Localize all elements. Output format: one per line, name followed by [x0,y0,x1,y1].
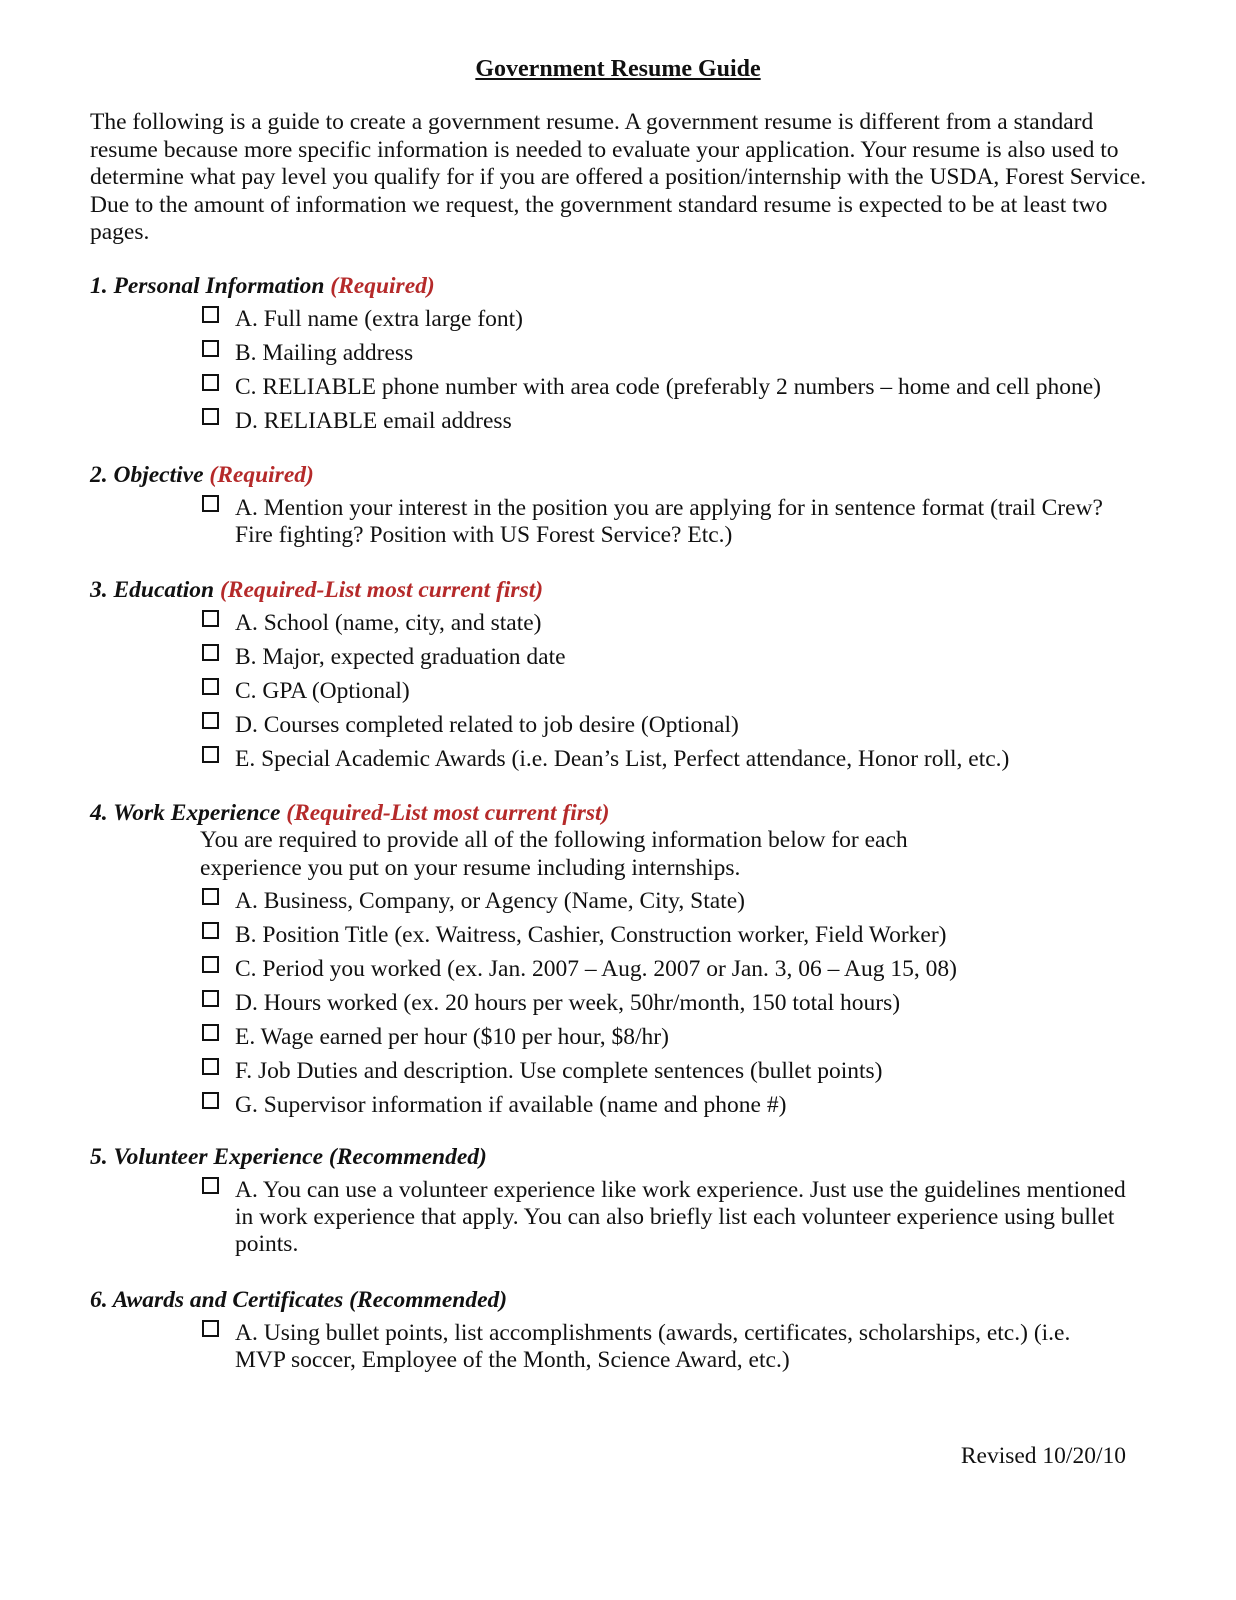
checklist [202,306,1170,435]
checklist-item-text: B. Mailing address [235,340,414,366]
section-heading-text: 6. Awards and Certificates (Recommended) [90,1287,508,1313]
checklist-item-text: A. Using bullet points, list accomplishments (awards, certificates, scholarships, etc.) (i.e. MVP soccer, Employee of the Month, Science Award, etc.) [235,1320,1071,1373]
checklist-item [202,1058,1155,1085]
checklist-item-text: B. Major, expected graduation date [235,644,566,670]
checkbox-icon[interactable] [202,1092,219,1109]
checkbox-icon[interactable] [202,306,219,323]
section-heading-text: 5. Volunteer Experience (Recommended) [90,1144,487,1170]
section-objective [90,461,1170,556]
section-education [90,576,1170,780]
section-work-experience [90,799,1170,1126]
checklist-item [202,644,1155,671]
checkbox-icon[interactable] [202,408,219,425]
checkbox-icon[interactable] [202,1320,219,1337]
section-heading [90,1143,1170,1171]
checklist-item-text: A. You can use a volunteer experience like work experience. Just use the guidelines mentioned in work experience that apply. You can also briefly list each volunteer experience using bullet points. [235,1177,1126,1257]
page-title: Government Resume Guide [475,56,761,82]
required-tag: (Required) [209,462,314,488]
checkbox-icon[interactable] [202,374,219,391]
section-note: You are required to provide all of the following information below for each experience you put on your resume including internships. [200,827,908,881]
checklist-item-text: D. Hours worked (ex. 20 hours per week, 50hr/month, 150 total hours) [235,990,901,1016]
checkbox-icon[interactable] [202,1024,219,1041]
checklist-item-text: C. Period you worked (ex. Jan. 2007 – Aug. 2007 or Jan. 3, 06 – Aug 15, 08) [235,956,957,982]
checklist-item-text: B. Position Title (ex. Waitress, Cashier, Construction worker, Field Worker) [235,922,947,948]
checklist-item [202,1092,1155,1119]
checkbox-icon[interactable] [202,340,219,357]
section-volunteer-experience [90,1143,1170,1265]
required-tag: (Required-List most current first) [219,577,544,603]
checklist-item [202,746,1155,773]
checklist-item [202,408,1155,435]
checkbox-icon[interactable] [202,922,219,939]
checklist-item [202,374,1175,401]
checklist-item [202,495,1135,549]
checklist [202,1320,1170,1374]
checkbox-icon[interactable] [202,990,219,1007]
checkbox-icon[interactable] [202,678,219,695]
section-personal-information [90,272,1170,442]
checkbox-icon[interactable] [202,644,219,661]
required-tag: (Required) [330,273,435,299]
intro-paragraph: The following is a guide to create a government resume. A government resume is different from a standard resume because more specific information is needed to evaluate your application. Your resume is also used to determine what pay level you qualify for if you are offered a position/internship with the USDA, Forest Service. Due to the amount of information we request, the government standard resume is expected to be at least two pages. [90,109,1147,245]
section-heading [90,576,1170,604]
section-heading [90,799,1170,827]
checklist-item-text: C. RELIABLE phone number with area code (preferably 2 numbers – home and cell phone) [235,374,1101,400]
section-heading-text: 4. Work Experience [90,800,281,826]
checkbox-icon[interactable] [202,956,219,973]
checklist-item-text: F. Job Duties and description. Use complete sentences (bullet points) [235,1058,883,1084]
section-awards-and-certificates [90,1286,1170,1381]
checklist-item-text: A. Mention your interest in the position you are applying for in sentence format (trail Crew? Fire fighting? Position with US Forest Service? Etc.) [235,495,1103,548]
checklist-item [202,1024,1155,1051]
checkbox-icon[interactable] [202,1058,219,1075]
checklist-item-text: D. Courses completed related to job desire (Optional) [235,712,739,738]
checklist-item [202,306,1155,333]
checklist-item-text: E. Special Academic Awards (i.e. Dean’s List, Perfect attendance, Honor roll, etc.) [235,746,1010,772]
revision-date: Revised 10/20/10 [960,1443,1126,1469]
checkbox-icon[interactable] [202,712,219,729]
section-heading [90,272,1170,300]
checkbox-icon[interactable] [202,888,219,905]
checkbox-icon[interactable] [202,495,219,512]
checklist-item [202,888,1155,915]
checklist [202,495,1170,549]
checklist-item [202,956,1155,983]
checklist-item-text: G. Supervisor information if available (name and phone #) [235,1092,787,1118]
checklist-item [202,712,1155,739]
checklist [202,888,1170,1119]
checkbox-icon[interactable] [202,1177,219,1194]
checklist-item [202,340,1155,367]
section-heading-text: 2. Objective [90,462,204,488]
checklist [202,1177,1170,1258]
checklist-item-text: D. RELIABLE email address [235,408,512,434]
checklist-item [202,990,1155,1017]
section-heading-text: 3. Education [90,577,215,603]
checklist-item [202,1320,1115,1374]
checklist-item-text: A. Full name (extra large font) [235,306,524,332]
section-heading [90,1286,1170,1314]
checklist-item-text: E. Wage earned per hour ($10 per hour, $8/hr) [235,1024,669,1050]
checklist-item [202,922,1155,949]
checklist-item [202,678,1155,705]
checklist-item [202,610,1155,637]
checklist-item-text: A. Business, Company, or Agency (Name, City, State) [235,888,745,914]
required-tag: (Required-List most current first) [286,800,610,826]
checklist-item-text: C. GPA (Optional) [235,678,410,704]
section-heading-text: 1. Personal Information [90,273,325,299]
checkbox-icon[interactable] [202,610,219,627]
checklist-item [202,1177,1145,1258]
checklist [202,610,1170,773]
checklist-item-text: A. School (name, city, and state) [235,610,542,636]
checkbox-icon[interactable] [202,746,219,763]
section-heading [90,461,1170,489]
